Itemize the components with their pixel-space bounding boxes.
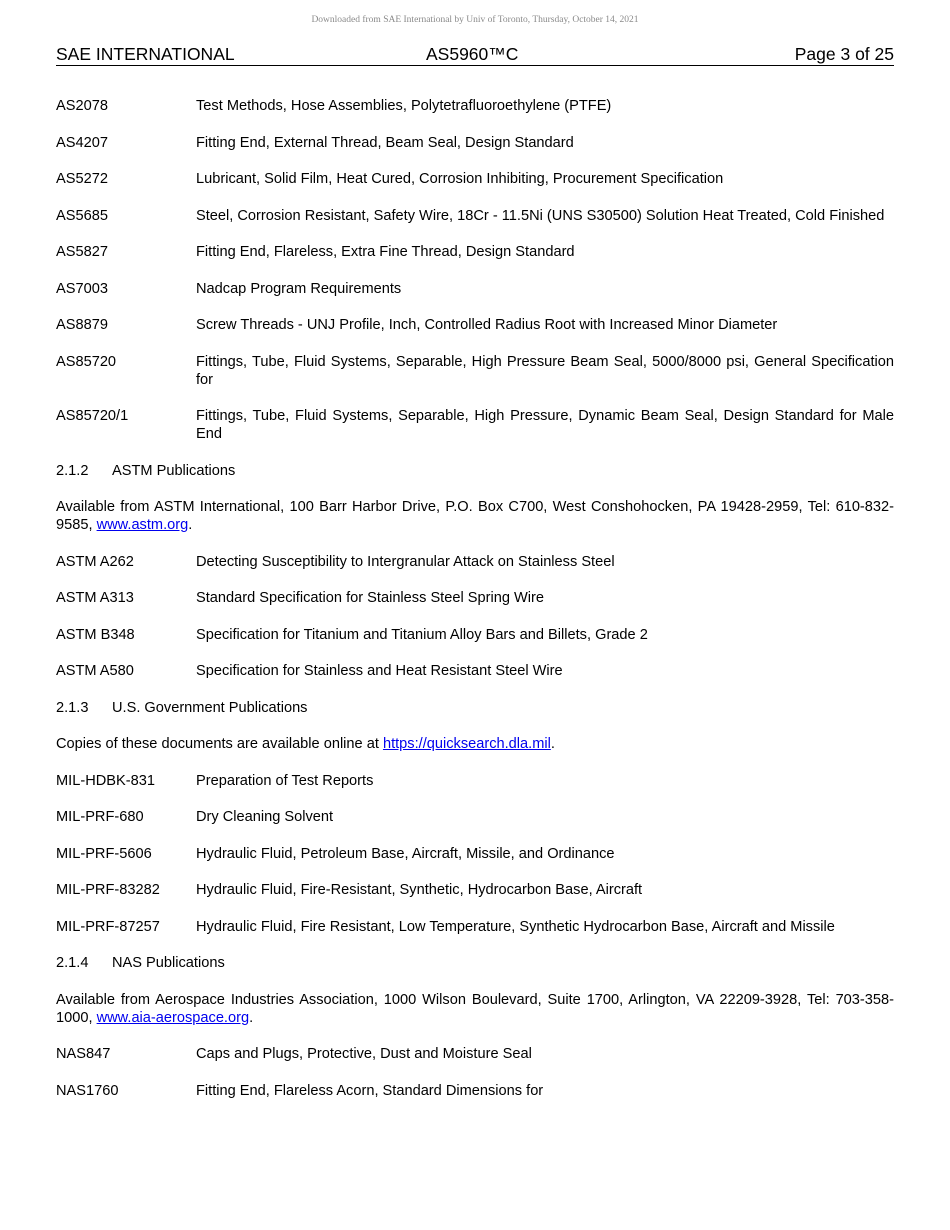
reference-title: Lubricant, Solid Film, Heat Cured, Corrosion Inhibiting, Procurement Specification [196,171,724,187]
aia-website-link[interactable]: www.aia-aerospace.org [96,1009,250,1026]
reference-title: Steel, Corrosion Resistant, Safety Wire, 18Cr - 11.5Ni (UNS S30500) Solution Heat Treated, Cold Finished [196,207,885,224]
reference-row [56,280,894,298]
reference-row [56,808,894,826]
nas-availability-paragraph: Available from Aerospace Industries Association, 1000 Wilson Boulevard, Suite 1700, Arlington, VA 22209-3928, Tel: 703-358-1000, www.aia-aerospace.org. [56,991,894,1026]
reference-title: Hydraulic Fluid, Fire Resistant, Low Temperature, Synthetic Hydrocarbon Base, Aircraft and Missile [196,918,835,935]
section-heading-nas [56,954,894,972]
reference-row [56,845,894,863]
reference-title: Hydraulic Fluid, Fire-Resistant, Synthetic, Hydrocarbon Base, Aircraft [196,882,643,898]
page-header [56,44,894,66]
reference-row [56,662,894,680]
reference-title: Fittings, Tube, Fluid Systems, Separable, High Pressure, Dynamic Beam Seal, Design Standard for Male End [196,408,894,442]
reference-title: Test Methods, Hose Assemblies, Polytetrafluoroethylene (PTFE) [196,98,612,114]
section-heading-astm [56,462,894,480]
reference-row [56,97,894,115]
reference-row [56,918,894,936]
reference-title: Fitting End, Flareless Acorn, Standard Dimensions for [196,1082,544,1099]
reference-row [56,407,894,443]
reference-code: MIL-HDBK-831 [56,772,155,789]
reference-code: MIL-PRF-5606 [56,845,152,862]
reference-code: AS5827 [56,244,108,260]
reference-row [56,170,894,188]
reference-title: Dry Cleaning Solvent [196,809,334,825]
reference-title: Specification for Stainless and Heat Resistant Steel Wire [196,663,563,679]
reference-code: MIL-PRF-680 [56,809,144,825]
reference-code: NAS1760 [56,1082,119,1099]
reference-code: ASTM A580 [56,663,134,679]
section-title: ASTM Publications [112,462,236,479]
sae-reference-list [56,97,894,443]
header-page-number: Page 3 of 25 [794,44,894,64]
reference-title: Fitting End, External Thread, Beam Seal, Design Standard [196,134,574,151]
reference-title: Fittings, Tube, Fluid Systems, Separable, High Pressure Beam Seal, 5000/8000 psi, General Specification for [196,353,894,388]
reference-code: AS8879 [56,317,108,333]
astm-availability-paragraph: Available from ASTM International, 100 Barr Harbor Drive, P.O. Box C700, West Conshohocken, PA 19428-2959, Tel: 610-832-9585, www.astm.org. [56,499,894,533]
reference-title: Standard Specification for Stainless Steel Spring Wire [196,590,544,606]
reference-code: AS85720 [56,353,117,370]
download-note: Downloaded from SAE International by Univ of Toronto, Thursday, October 14, 2021 [311,15,639,25]
quicksearch-link[interactable]: https://quicksearch.dla.mil [382,736,551,752]
reference-row [56,243,894,261]
header-doc-number: AS5960™C [426,44,519,64]
section-heading-us-government [56,699,894,717]
reference-title: Screw Threads - UNJ Profile, Inch, Controlled Radius Root with Increased Minor Diameter [196,317,778,333]
reference-title: Caps and Plugs, Protective, Dust and Moisture Seal [196,1046,532,1062]
reference-code: AS5272 [56,171,108,187]
reference-code: MIL-PRF-87257 [56,918,160,935]
section-title: U.S. Government Publications [112,699,308,716]
reference-title: Detecting Susceptibility to Intergranular Attack on Stainless Steel [196,553,615,570]
document-body [56,97,894,1118]
usgov-reference-list [56,772,894,936]
reference-code: AS5685 [56,207,108,224]
reference-code: AS4207 [56,134,108,151]
reference-code: MIL-PRF-83282 [56,882,160,898]
reference-code: NAS847 [56,1046,111,1062]
reference-row [56,353,894,389]
reference-title: Preparation of Test Reports [196,772,374,789]
astm-website-link[interactable]: www.astm.org [96,517,189,533]
reference-code: ASTM A262 [56,553,134,570]
reference-code: AS7003 [56,280,108,297]
reference-title: Fitting End, Flareless, Extra Fine Thread, Design Standard [196,244,575,260]
reference-code: AS85720/1 [56,408,129,424]
header-publisher: SAE INTERNATIONAL [56,44,235,64]
reference-row [56,772,894,790]
section-title: NAS Publications [112,955,225,971]
reference-row [56,589,894,607]
reference-row [56,1045,894,1063]
usgov-availability-paragraph: Copies of these documents are available online at https://quicksearch.dla.mil. [56,736,555,752]
section-number: 2.1.3 [56,699,89,716]
reference-row [56,626,894,644]
reference-code: AS2078 [56,98,108,114]
reference-title: Hydraulic Fluid, Petroleum Base, Aircraft, Missile, and Ordinance [196,845,615,862]
reference-title: Specification for Titanium and Titanium Alloy Bars and Billets, Grade 2 [196,626,648,643]
reference-row [56,316,894,334]
nas-reference-list [56,1045,894,1100]
reference-title: Nadcap Program Requirements [196,280,402,297]
astm-reference-list [56,553,894,681]
reference-row [56,134,894,152]
section-number: 2.1.2 [56,462,89,479]
reference-row [56,207,894,225]
reference-row [56,1082,894,1100]
reference-code: ASTM B348 [56,626,135,643]
section-number: 2.1.4 [56,955,89,971]
reference-row [56,881,894,899]
reference-row [56,553,894,571]
reference-code: ASTM A313 [56,590,134,606]
